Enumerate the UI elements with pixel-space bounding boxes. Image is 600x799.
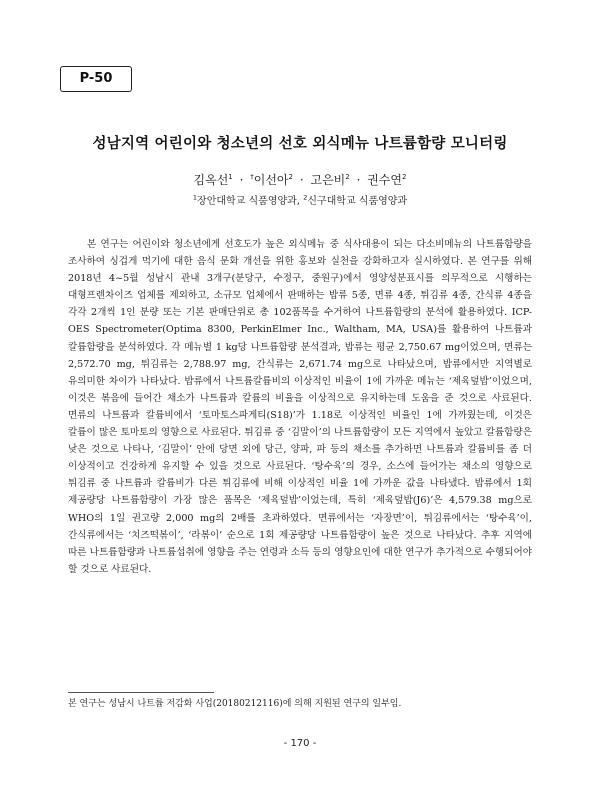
affiliation: 장안대학교 식품영양과,: [197, 196, 300, 207]
abstract-text: 본 연구는 어린이와 청소년에게 선호도가 높은 외식메뉴 중 식사대용이 되는 다소비메뉴의 나트륨함량을 조사하여 싱겁게 먹기에 대한 음식 문화 개선을 위한 홍보와 실천을 강화하고자 실시하였다. 본 연구를 위해 2018년 4~5월 성남시 관내 3개구(분당구, 수정구, 중원구)에서 영양성분표시를 의무적으로 시행하는 대형프렌차이즈 업체를 제외하고, 소규모 업체에서 판매하는 밥류 5종, 면류 4종, 튀김류 4종, 간식류 4종을 각각 2개씩 1인 분량 또는 기본 판매단위로 총 102품목을 수거하여 나트륨함량의 분석에 활용하였다. ICP-OES Spectrometer(Optima 8300, PerkinElmer Inc., Waltham, MA, USA)를 활용하여 나트륨과 칼륨함량을 분석하였다. 각 메뉴별 1 kg당 나트륨함량 분석결과, 밥류는 평균 2,750.67 mg이었으며, 면류는 2,572.70 mg, 튀김류는 2,788.97 mg, 간식류는 2,671.74 mg으로 나타났으며, 밥류에서만 지역별로 유의미한 차이가 나타났다. 밥류에서 나트륨칼륨비의 이상적인 비율이 1에 가까운 메뉴는 ‘제육덮밥’이었으며, 이것은 볶음에 들어간 채소가 나트륨과 칼륨의 비율을 이상적으로 유지하는데 도움을 준 것으로 사료된다. 면류의 나트륨과 칼륨비에서 ‘토마토스파게티(S18)’가 1.18로 이상적인 비율인 1에 가까웠는데, 이것은 칼륨이 많은 토마토의 영향으로 사료된다. 튀김류 중 ‘김말이’의 나트륨함량이 모든 지역에서 높았고 칼륨함량은 낮은 것으로 나타나, ‘김말이’ 안에 당면 외에 당근, 양파, 파 등의 채소를 추가하면 나트륨과 칼륨비를 좀 더 이상적이고 건강하게 유지할 수 있을 것으로 사료된다. ‘탕수육’의 경우, 소스에 들어가는 채소의 영향으로 튀김류 중 나트륨과 칼륨비가 다른 튀김류에 비해 이상적인 비율 1에 가까운 값을 나타냈다. 밥류에서 1회 제공량당 나트륨함량이 가장 많은 품목은 ‘제육덮밥’이었는데, 특히 ‘제육덮밥(J6)’은 4,579.38 mg으로 WHO의 1일 권고량 2,000 mg의 2배를 초과하였다. 면류에서는 ‘자장면’이, 튀김류에서는 ‘탕수육’이, 간식류에서는 ‘치즈떡볶이’, ‘라볶이’ 순으로 1회 제공량당 나트륨함량이 높은 것으로 나타났다. 추후 지역에 따른 나트륨함량과 나트륨섭취에 영향을 주는 연령과 소득 등의 영향요인에 대한 연구가 추가적으로 수행되어야 할 것으로 사료된다.: [68, 239, 532, 575]
affiliation-list: [0, 192, 600, 207]
author: 권수연: [367, 173, 402, 187]
affiliation-number: 2: [303, 193, 308, 202]
author-list: [0, 171, 600, 188]
author-affiliation-mark: 2: [288, 173, 293, 181]
author-affiliation-mark: 2: [402, 173, 407, 181]
author-affiliation-mark: 2: [345, 173, 350, 181]
author: 이선아: [253, 173, 289, 187]
author-separator: ·: [239, 173, 244, 187]
affiliation-number: 1: [192, 193, 198, 202]
author: 김옥선: [193, 173, 229, 187]
page-number: - 170 -: [283, 738, 317, 749]
paper-title: 성남지역 어린이와 청소년의 선호 외식메뉴 나트륨함량 모니터링: [92, 136, 508, 152]
author-separator: ·: [299, 173, 304, 187]
author-affiliation-mark: 1: [228, 173, 233, 181]
author: 고은비: [310, 173, 346, 187]
author-separator: ·: [356, 173, 361, 187]
footnote-divider: [68, 692, 214, 693]
corresponding-author-mark: †: [250, 173, 254, 181]
funding-footnote: 본 연구는 성남시 나트륨 저감화 사업(20180212116)에 의해 지원된 연구의 일부임.: [68, 699, 402, 709]
poster-code-box: P-50: [60, 66, 132, 92]
affiliation: 신구대학교 식품영양과: [307, 196, 408, 207]
